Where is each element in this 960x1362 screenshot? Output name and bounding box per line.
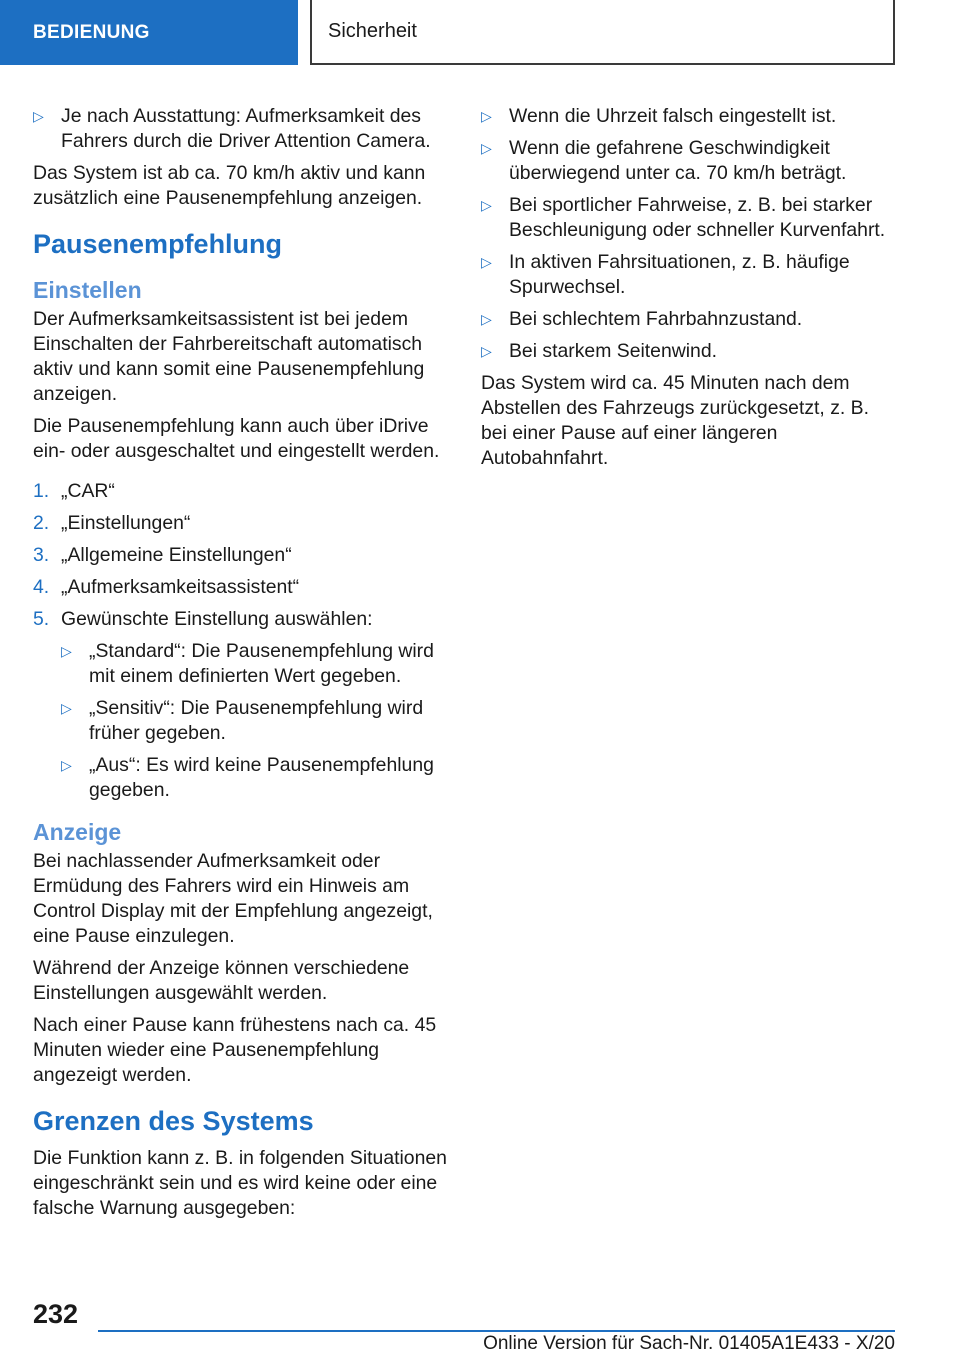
step-text: Gewünschte Einstellung auswählen: bbox=[61, 608, 373, 630]
list-item bbox=[61, 639, 448, 689]
step-number: 1. bbox=[33, 480, 50, 502]
bullet-text: Bei starkem Seitenwind. bbox=[509, 340, 718, 362]
bullet-text: In aktiven Fahrsituationen, z. B. häufige Spurwechsel. bbox=[509, 251, 850, 298]
triangle-bullet-icon: ▷ bbox=[33, 108, 44, 124]
paragraph: Während der Anzeige können verschiedene Einstellungen ausgewählt werden. bbox=[33, 957, 410, 1004]
list-item bbox=[481, 136, 896, 186]
list-item bbox=[481, 339, 896, 364]
list-item bbox=[61, 753, 448, 803]
list-item bbox=[481, 307, 896, 332]
numbered-step bbox=[33, 511, 448, 536]
step-text: „CAR“ bbox=[61, 480, 115, 502]
step-number: 4. bbox=[33, 576, 50, 598]
step-text: „Allgemeine Einstellungen“ bbox=[61, 544, 292, 566]
numbered-step bbox=[33, 607, 448, 632]
bullet-text: „Aus“: Es wird keine Pausenempfehlung gegeben. bbox=[89, 754, 434, 801]
paragraph: Die Pausenempfehlung kann auch über iDrive ein- oder ausgeschaltet und eingestellt werden. bbox=[33, 415, 440, 462]
heading-grenzen: Grenzen des Systems bbox=[33, 1106, 314, 1136]
list-item bbox=[481, 193, 896, 243]
bullet-text: Wenn die gefahrene Geschwindigkeit überwiegend unter ca. 70 km/h beträgt. bbox=[509, 137, 847, 184]
list-item bbox=[481, 250, 896, 300]
paragraph: Das System wird ca. 45 Minuten nach dem Abstellen des Fahrzeugs zurückgesetzt, z. B. bei einer Pause auf einer längeren Autobahnfahrt. bbox=[481, 372, 870, 469]
bullet-text: Bei sportlicher Fahrweise, z. B. bei starker Beschleunigung oder schneller Kurvenfahrt. bbox=[509, 194, 886, 241]
bullet-text: Bei schlechtem Fahrbahnzustand. bbox=[509, 308, 803, 330]
numbered-step bbox=[33, 479, 448, 504]
step-text: „Aufmerksamkeitsassistent“ bbox=[61, 576, 300, 598]
triangle-bullet-icon: ▷ bbox=[481, 197, 492, 213]
paragraph: Bei nachlassender Aufmerksamkeit oder Ermüdung des Fahrers wird ein Hinweis am Control Display mit der Empfehlung angezeigt, eine Pause einzulegen. bbox=[33, 850, 433, 947]
right-column bbox=[481, 104, 896, 478]
header-section-tab bbox=[0, 0, 298, 65]
triangle-bullet-icon: ▷ bbox=[481, 254, 492, 270]
subheading-anzeige: Anzeige bbox=[33, 819, 122, 845]
list-item bbox=[33, 104, 448, 154]
triangle-bullet-icon: ▷ bbox=[61, 757, 72, 773]
header-chapter-tab bbox=[310, 0, 895, 65]
numbered-step bbox=[33, 543, 448, 568]
list-item bbox=[481, 104, 896, 129]
footer-divider bbox=[98, 1330, 895, 1332]
paragraph: Nach einer Pause kann frühestens nach ca. 45 Minuten wieder eine Pausenempfehlung angezeigt werden. bbox=[33, 1014, 437, 1086]
triangle-bullet-icon: ▷ bbox=[61, 700, 72, 716]
bullet-text: Wenn die Uhrzeit falsch eingestellt ist. bbox=[509, 105, 837, 127]
step-number: 2. bbox=[33, 512, 50, 534]
bullet-text: „Standard“: Die Pausenempfehlung wird mit einem definierten Wert gegeben. bbox=[89, 640, 434, 687]
chapter-label: Sicherheit bbox=[328, 20, 417, 42]
footer-online-version: Online Version für Sach-Nr. 01405A1E433 - X/20 bbox=[483, 1333, 895, 1354]
triangle-bullet-icon: ▷ bbox=[61, 643, 72, 659]
heading-pausenempfehlung: Pausenempfehlung bbox=[33, 229, 283, 259]
step-number: 5. bbox=[33, 608, 50, 630]
numbered-step bbox=[33, 575, 448, 600]
bullet-text: Je nach Ausstattung: Aufmerksamkeit des Fahrers durch die Driver Attention Camera. bbox=[61, 105, 431, 152]
section-label: BEDIENUNG bbox=[33, 21, 150, 43]
paragraph: Die Funktion kann z. B. in folgenden Situationen eingeschränkt sein und es wird keine oder eine falsche Warnung ausgegeben: bbox=[33, 1147, 447, 1219]
triangle-bullet-icon: ▷ bbox=[481, 140, 492, 156]
page-number: 232 bbox=[33, 1299, 79, 1329]
triangle-bullet-icon: ▷ bbox=[481, 311, 492, 327]
step-number: 3. bbox=[33, 544, 50, 566]
subheading-einstellen: Einstellen bbox=[33, 277, 142, 303]
triangle-bullet-icon: ▷ bbox=[481, 343, 492, 359]
paragraph: Der Aufmerksamkeitsassistent ist bei jedem Einschalten der Fahrbereitschaft automatisch aktiv und kann somit eine Pausenempfehlung anzeigen. bbox=[33, 308, 425, 405]
paragraph: Das System ist ab ca. 70 km/h aktiv und kann zusätzlich eine Pausenempfehlung anzeigen. bbox=[33, 162, 426, 209]
list-item bbox=[61, 696, 448, 746]
triangle-bullet-icon: ▷ bbox=[481, 108, 492, 124]
step-text: „Einstellungen“ bbox=[61, 512, 191, 534]
bullet-text: „Sensitiv“: Die Pausenempfehlung wird früher gegeben. bbox=[89, 697, 424, 744]
left-column bbox=[33, 104, 448, 1228]
